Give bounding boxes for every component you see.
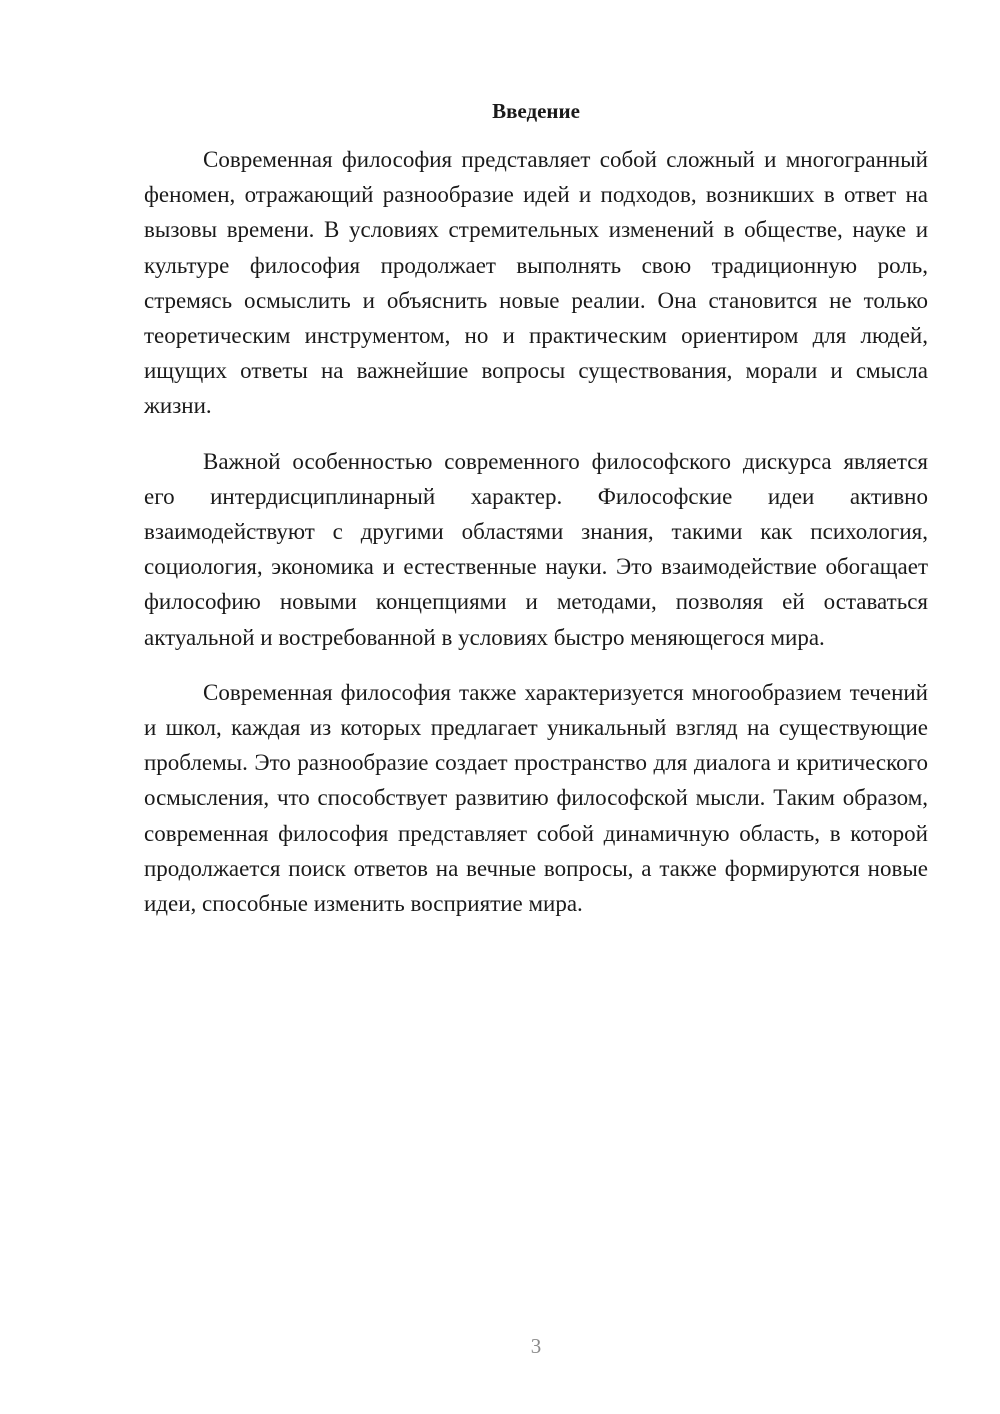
page-number: 3 — [530, 1334, 542, 1358]
section-heading: Введение — [492, 99, 580, 123]
paragraph-1: Современная философия представляет собой сложный и многогранный феномен, отражающий разнообразие идей и подходов, возникших в ответ на вызовы времени. В условиях стремительных изменений в обществе, науке и культуре философия продолжает выполнять свою традиционную роль, стремясь осмыслить и объяснить новые реалии. Она становится не только теоретическим инструментом, но и практическим ориентиром для людей, ищущих ответы на важнейшие вопросы существования, морали и смысла жизни. — [144, 147, 928, 419]
paragraph-2: Важной особенностью современного философского дискурса является его интердисциплинарный характер. Философские идеи активно взаимодействуют с другими областями знания, такими как психология, социология, экономика и естественные науки. Это взаимодействие обогащает философию новыми концепциями и методами, позволяя ей оставаться актуальной и востребованной в условиях быстро меняющегося мира. — [144, 448, 928, 650]
paragraph-3: Современная философия также характеризуется многообразием течений и школ, каждая из которых предлагает уникальный взгляд на существующие проблемы. Это разнообразие создает пространство для диалога и критического осмысления, что способствует развитию философской мысли. Таким образом, современная философия представляет собой динамичную область, в которой продолжается поиск ответов на вечные вопросы, а также формируются новые идеи, способные изменить восприятие мира. — [144, 679, 928, 917]
body-text — [144, 142, 928, 921]
